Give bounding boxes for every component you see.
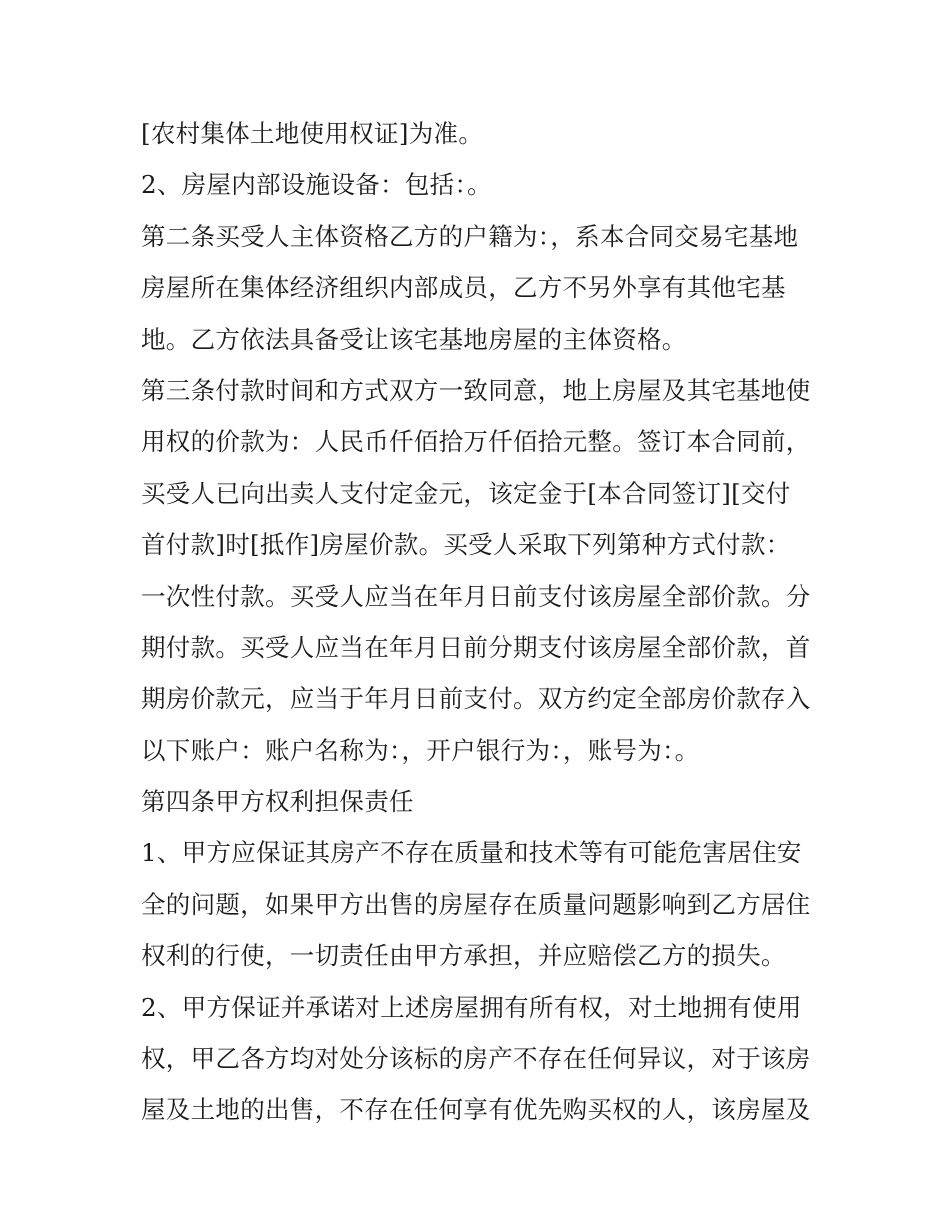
text-line: 第三条付款时间和方式双方一致同意，地上房屋及其宅基地使 bbox=[141, 375, 811, 405]
text-line: 2、甲方保证并承诺对上述房屋拥有所有权，对土地拥有使用 bbox=[141, 992, 802, 1022]
section-heading: 第四条甲方权利担保责任 bbox=[141, 787, 414, 817]
text-line: 第二条买受人主体资格乙方的户籍为：，系本合同交易宅基地 bbox=[141, 221, 799, 251]
text-line: 首付款]时[抵作]房屋价款。买受人采取下列第种方式付款： bbox=[141, 530, 791, 560]
text-line: 1、甲方应保证其房产不存在质量和技术等有可能危害居住安 bbox=[141, 838, 802, 868]
text-line: 期房价款元，应当于年月日前支付。双方约定全部房价款存入 bbox=[141, 684, 811, 714]
text-line: 房屋所在集体经济组织内部成员，乙方不另外享有其他宅基 bbox=[141, 273, 786, 303]
text-line: 地。乙方依法具备受让该宅基地房屋的主体资格。 bbox=[141, 324, 687, 354]
text-line: 权，甲乙各方均对处分该标的房产不存在任何异议，对于该房 bbox=[141, 1044, 811, 1074]
text-line: [农村集体土地使用权证]为准。 bbox=[141, 119, 484, 148]
text-line: 期付款。买受人应当在年月日前分期支付该房屋全部价款，首 bbox=[141, 632, 811, 662]
text-line: 以下账户：账户名称为：，开户银行为：，账号为：。 bbox=[141, 735, 700, 765]
text-line: 买受人已向出卖人支付定金元，该定金于[本合同签订][交付 bbox=[141, 478, 791, 508]
text-line: 全的问题，如果甲方出售的房屋存在质量问题影响到乙方居住 bbox=[141, 889, 811, 919]
document-body bbox=[141, 108, 821, 1136]
text-line: 一次性付款。买受人应当在年月日前支付该房屋全部价款。分 bbox=[141, 581, 811, 611]
text-line: 用权的价款为：人民币仟佰拾万仟佰拾元整。签订本合同前， bbox=[141, 427, 811, 457]
text-line: 2、房屋内部设施设备：包括：。 bbox=[141, 170, 492, 200]
text-line: 屋及土地的出售，不存在任何享有优先购买权的人，该房屋及 bbox=[141, 1095, 811, 1125]
text-line: 权利的行使，一切责任由甲方承担，并应赔偿乙方的损失。 bbox=[141, 941, 786, 971]
